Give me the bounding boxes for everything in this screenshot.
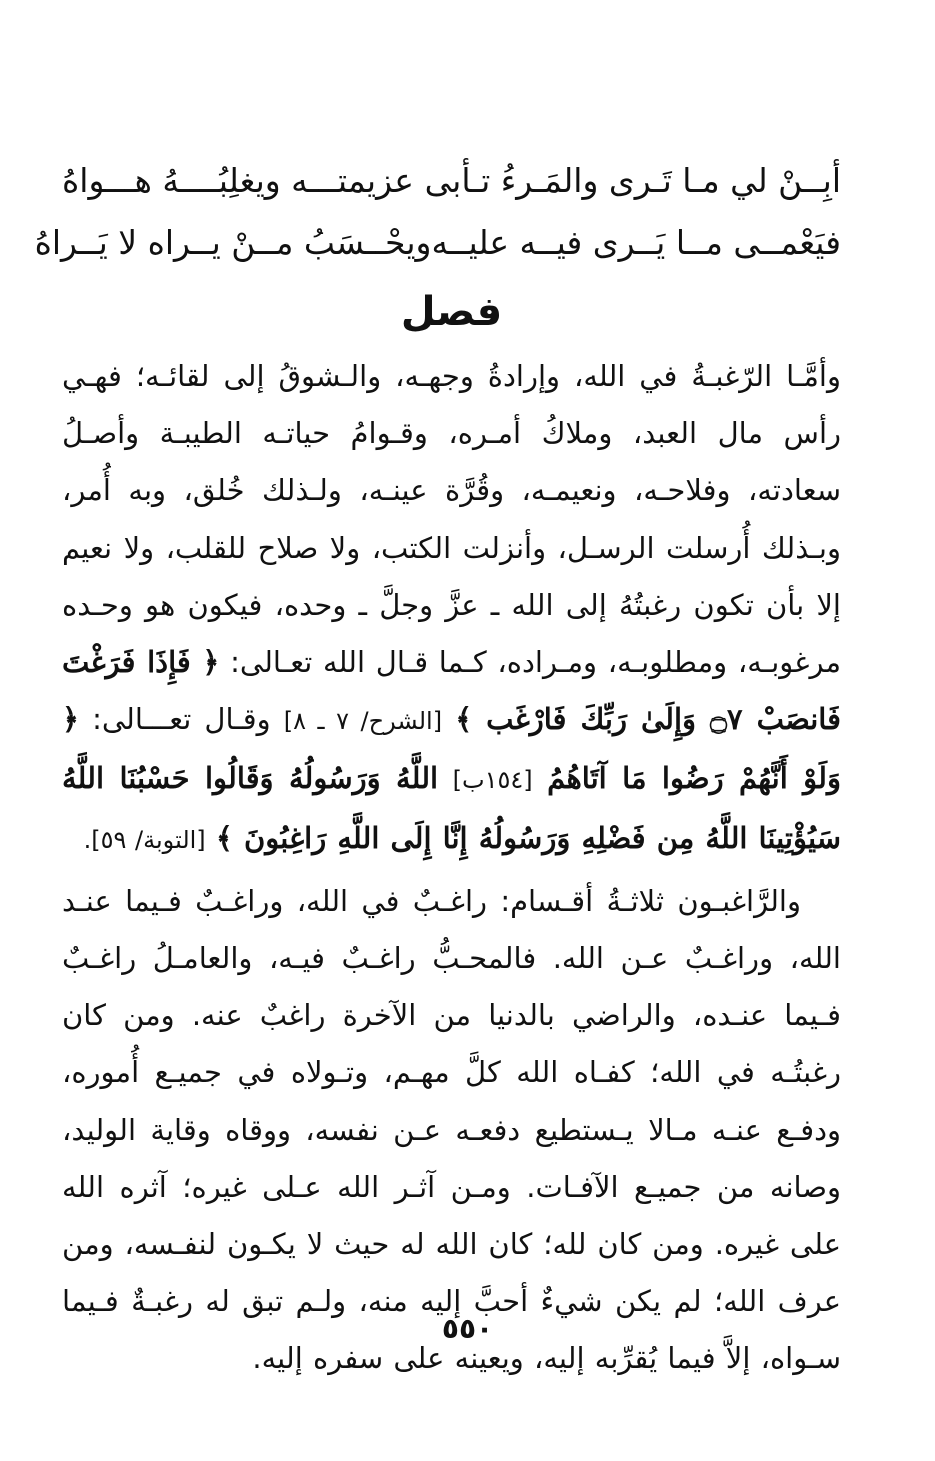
page-body [34,150,842,1388]
paragraph-1-bridge: وقـال تعـــالى: [92,702,271,737]
poem-verse-1-first-hemistich: أبِــنْ لي مـا تَـرى والمَـرءُ تـأبى [424,161,841,200]
paragraph-1-text: وأمَّـا الرّغبـةُ في الله، وإرادةُ وجهـه، والـشوقُ إلى لقائـه؛ فهـي رأس مال العبد، وملاكُ أمـره، وقـوامُ حياتـه الطيبـة وأصـلُ سعادته، وفلاحـه، ونعيمـه، وقُرَّة عينـه، ولـذلك خُلق، وبه أُمر، وبـذلك أُرسلت الرسـل، وأنزلت الكتب، ولا صلاح للقلب، ولا نعيم إلا بأن تكون رغبتُهُ إلى الله ـ عزَّ وجلَّ ـ وحده، فيكون هو وحـده مرغوبـه، ومطلوبـه، ومـراده، كـما قـال الله تعـالى: [62,359,841,680]
quran-quote-sharh: ﴿ فَإِذَا فَرَغْتَ فَانصَبْ ۝٧ وَإِلَىٰ رَبِّكَ فَارْغَب ﴾ [62,645,842,737]
poem-verse-1-second-hemistich: عزيمتـــه ويغلِبُــــهُ هـــواهُ [62,161,414,200]
paragraph-types-of-desirers: والرَّاغبـون ثلاثـةُ أقـسام: راغـبٌ في الله، وراغـبٌ فـيما عنـد الله، وراغـبٌ عـن الله. فالمحـبُّ راغـبٌ فيـه، والعامـلُ راغـبٌ فـيما عنـده، والراضي بالدنيا من الآخرة راغبٌ عنه. ومن كان رغبتُـه في الله؛ كفـاه الله كلَّ مهـم، وتـولاه في جميـع أُموره، ودفـع عنـه مـالا يـستطيع دفعـه عـن نفسه، ووقاه وقاية الوليد، وصانه من جميـع الآفـات. ومـن آثـر الله عـلى غيره؛ آثره الله على غيره. ومن كان لله؛ كان الله له حيث لا يكـون لنفـسه، ومن عرف الله؛ لم يكن شيءٌ أحبَّ إليه منه، ولـم تبق له رغبـةٌ فـيما سـواه، إلاَّ فيما يُقرِّبه إليه، ويعينه على سفره إليه. [62,883,841,1376]
manuscript-folio-marker: [١٥٤ب] [452,766,533,795]
poem-verse-2-second-hemistich: ويحْــسَبُ مــنْ يــراه لا يَــراهُ [34,223,432,262]
poem-verse-1 [62,150,841,212]
paragraph-desire-for-god [62,348,841,869]
quran-reference-sharh: [الشرح/ ٧ ـ ٨] [283,707,443,736]
section-heading: فصل [400,289,503,335]
page-number: ٥٥٠ [441,1312,494,1345]
poem-verse-2 [34,212,841,274]
poem-verse-2-first-hemistich: فيَعْمــى مــا يَــرى فيــه عليــه [431,223,841,262]
quran-quote-tawba-part-1: ﴿ وَلَوْ أَنَّهُمْ رَضُوا مَا آتَاهُمُ [62,702,842,796]
quran-quote-tawba-part-2: اللَّهُ وَرَسُولُهُ وَقَالُوا حَسْبُنَا اللَّهُ سَيُؤْتِينَا اللَّهُ مِن فَضْلِهِ وَرَسُولُهُ إِنَّا إِلَى اللَّهِ رَاغِبُونَ ﴾ [62,761,841,855]
quran-reference-tawba: [التوبة/ ٥٩]. [83,825,206,854]
